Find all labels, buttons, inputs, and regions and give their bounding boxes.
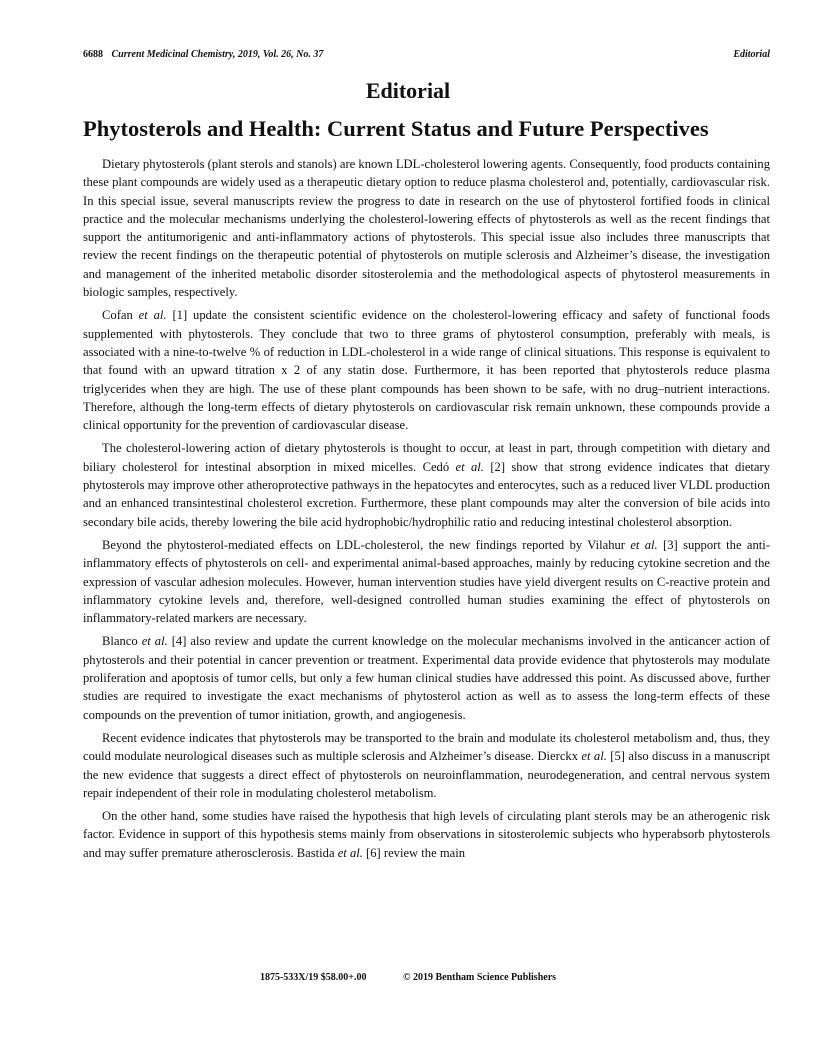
- paragraph-text: The cholesterol-lowering action of dietary phytosterols is thought to occur, at least in part, through competition with dietary and biliary cholesterol for intestinal absorption in mixed micelles. Cedó: [83, 441, 770, 474]
- running-head-section: Editorial: [733, 49, 770, 60]
- copyright: © 2019 Bentham Science Publishers: [403, 972, 557, 983]
- paragraph-text: Blanco: [102, 634, 142, 649]
- italic-text: et al.: [337, 845, 363, 860]
- italic-text: et al.: [630, 537, 658, 552]
- paragraph-text: [5] also discuss in a manuscript the new evidence that suggests a direct effect of phytosterols on neuroinflammation, neurodegeneration, and central nervous system repair independent of their role in modulating cholesterol metabolism.: [83, 749, 771, 800]
- italic-text: et al.: [455, 459, 484, 474]
- italic-text: et al.: [581, 749, 607, 764]
- paragraph-text: Beyond the phytosterol-mediated effects on LDL-cholesterol, the new findings reported by Vilahur: [102, 537, 631, 552]
- body-paragraph: [83, 306, 770, 434]
- running-head-left: [83, 49, 323, 60]
- body-paragraph: [83, 536, 770, 627]
- paragraph-text: [4] also review and update the current knowledge on the molecular mechanisms involved in the anticancer action of phytosterols and their potential in cancer prevention or treatment. Experimental data provide evidence that phytosterols may modulate proliferation and apoptosis of tumor cells, but only a few human clinical studies have addressed this point. As discussed above, further studies are required to investigate the exact mechanisms of phytosterol action as well as to assess the long-term effects of these compounds on the prevention of tumor initiation, growth, and angiogenesis.: [83, 634, 770, 722]
- journal-name: Current Medicinal Chemistry,: [111, 49, 236, 60]
- body-paragraph: [83, 155, 770, 301]
- article-title: Phytosterols and Health: Current Status and Future Perspectives: [83, 116, 709, 141]
- running-head: [83, 49, 770, 60]
- body-paragraph: [83, 439, 770, 530]
- issn-price: 1875-533X/19 $58.00+.00: [259, 972, 367, 983]
- paragraph-text: Cofan: [102, 308, 139, 323]
- body-paragraph: [83, 632, 770, 723]
- page-footer: [0, 972, 816, 983]
- paragraph-text: Dietary phytosterols (plant sterols and stanols) are known LDL-cholesterol lowering agents. Consequently, food products containing these plant compounds are widely used as a therapeutic dietary option to reduce plasma cholesterol and, potentially, cardiovascular risk. In this special issue, several manuscripts review the progress to date in research on the use of phytosterol fortified foods in clinical practice and the molecular mechanisms underlying the cholesterol-lowering effects of phytosterols as well as the recent findings that support the antitumorigenic and anti-inflammatory actions of phytosterols. This special issue also includes three manuscripts that review the recent findings on the therapeutic potential of phytosterols on mutiple sclerosis and Alzheimer’s disease, the investigation and management of the inherited metabolic disorder sitosterolemia and the methodological aspects of phytosterol measurements in biologic samples, respectively.: [83, 157, 770, 300]
- paragraph-text: On the other hand, some studies have raised the hypothesis that high levels of circulating plant sterols may be an atherogenic risk factor. Evidence in support of this hypothesis stems mainly from observations in sitosterolemic subjects who hyperabsorb phytosterols and may suffer premature atherosclerosis. Bastida: [83, 809, 770, 860]
- italic-text: et al.: [141, 634, 168, 649]
- journal-volume: 2019, Vol. 26, No. 37: [235, 49, 324, 60]
- paragraph-text: Recent evidence indicates that phytosterols may be transported to the brain and modulate its cholesterol metabolism and, thus, they could modulate neurological diseases such as multiple sclerosis and Alzheimer’s disease. Dierckx: [83, 730, 770, 764]
- italic-text: et al.: [138, 308, 167, 323]
- body-paragraph: [83, 729, 770, 802]
- paragraph-text: [3] support the anti-inflammatory effects of phytosterols on cell- and experimental animal-based approaches, mainly by reducing cytokine secretion and the expression of vascular adhesion molecules. However, human intervention studies have yield divergent results on C-reactive protein and inflammatory cytokine levels and, therefore, well-designed controlled human studies examining the effect of phytosterols on inflammatory-related markers are necessary.: [83, 537, 770, 626]
- paragraph-text: [1] update the consistent scientific evidence on the cholesterol-lowering efficacy and safety of functional foods supplemented with phytosterols. They conclude that two to three grams of phytosterol consumption, preferably with meals, is associated with a nine-to-twelve % of reduction in LDL-cholesterol in a wide range of clinical situations. This response is equivalent to that found with an upward titration x 2 of any statin dose. Furthermore, it has been reported that phytosterols reduce plasma triglycerides when they are high. The use of these plant compounds has been shown to be safe, with no drug–nutrient interactions. Therefore, although the long-term effects of dietary phytosterols on cardiovascular risk remain unknown, these compounds provide a clinical opportunity for the prevention of cardiovascular disease.: [83, 308, 771, 433]
- page-number: 6688: [83, 49, 103, 60]
- article-body: [83, 155, 770, 867]
- paragraph-text: [2] show that strong evidence indicates that dietary phytosterols may improve other atheroprotective pathways in the hepatocytes and enterocytes, such as a reduced liver VLDL production and an enhanced transintestinal cholesterol excretion. Furthermore, these plant compounds may alter the conversion of bile acids into secondary bile acids, thereby lowering the bile acid hydrophobic/hydrophilic ratio and reducing intestinal cholesterol absorption.: [83, 459, 770, 529]
- paragraph-text: [6] review the main: [362, 845, 466, 860]
- section-label: Editorial: [365, 78, 451, 103]
- body-paragraph: [83, 807, 770, 862]
